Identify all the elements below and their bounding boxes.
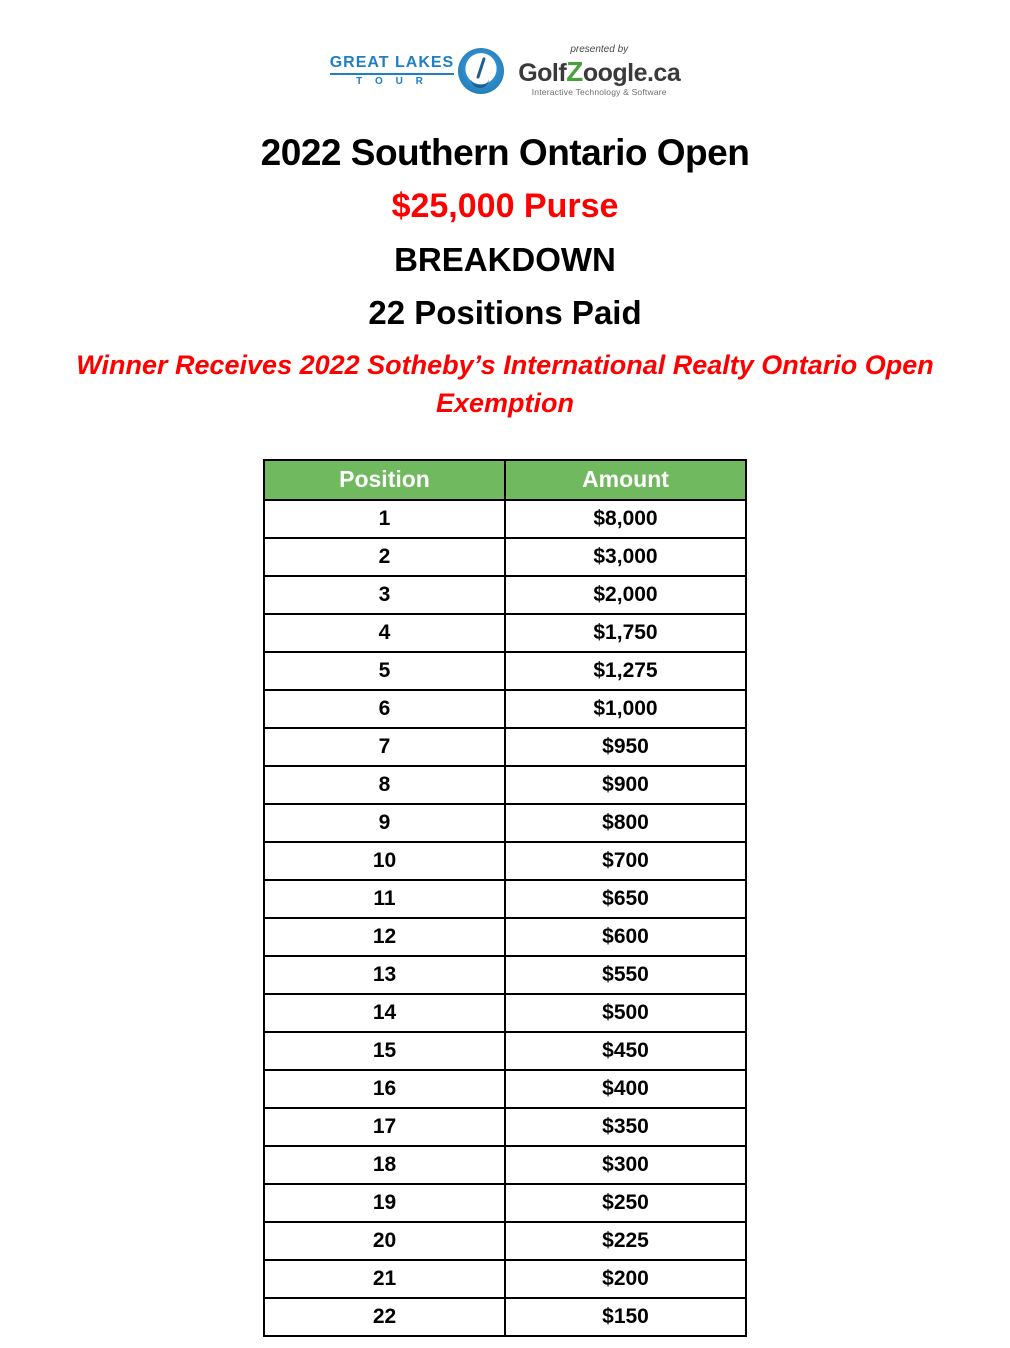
- cell-position: 6: [264, 690, 505, 728]
- page-title: 2022 Southern Ontario Open: [260, 132, 750, 173]
- cell-position: 18: [264, 1146, 505, 1184]
- cell-amount: $2,000: [505, 576, 746, 614]
- cell-position: 4: [264, 614, 505, 652]
- cell-position: 7: [264, 728, 505, 766]
- table-row: [264, 652, 746, 690]
- table-row: [264, 576, 746, 614]
- cell-amount: $900: [505, 766, 746, 804]
- cell-amount: $300: [505, 1146, 746, 1184]
- breakdown-title: BREAKDOWN: [394, 241, 616, 279]
- cell-position: 2: [264, 538, 505, 576]
- exemption-note: Winner Receives 2022 Sotheby’s International Realty Ontario Open Exemption: [76, 350, 934, 419]
- cell-amount: $8,000: [505, 500, 746, 538]
- table-row: [264, 1146, 746, 1184]
- cell-position: 5: [264, 652, 505, 690]
- table-row: [264, 766, 746, 804]
- golfer-circle-icon: [458, 48, 504, 94]
- cell-position: 11: [264, 880, 505, 918]
- cell-amount: $400: [505, 1070, 746, 1108]
- column-header-amount: Amount: [505, 460, 746, 500]
- table-row: [264, 842, 746, 880]
- table-row: [264, 614, 746, 652]
- cell-position: 15: [264, 1032, 505, 1070]
- cell-position: 19: [264, 1184, 505, 1222]
- table-row: [264, 728, 746, 766]
- cell-amount: $800: [505, 804, 746, 842]
- cell-amount: $950: [505, 728, 746, 766]
- cell-position: 3: [264, 576, 505, 614]
- cell-amount: $500: [505, 994, 746, 1032]
- payout-table-body: [264, 500, 746, 1336]
- golfzoogle-name-part3: oogle.ca: [582, 58, 681, 87]
- cell-position: 17: [264, 1108, 505, 1146]
- cell-position: 16: [264, 1070, 505, 1108]
- great-lakes-tour-divider: [330, 73, 454, 75]
- table-row: [264, 1298, 746, 1336]
- table-row: [264, 1184, 746, 1222]
- cell-amount: $700: [505, 842, 746, 880]
- table-row: [264, 956, 746, 994]
- title-block: [0, 130, 1010, 423]
- table-header-row: [264, 460, 746, 500]
- cell-amount: $225: [505, 1222, 746, 1260]
- table-row: [264, 500, 746, 538]
- table-row: [264, 880, 746, 918]
- payout-table: [263, 459, 747, 1337]
- table-row: [264, 918, 746, 956]
- table-row: [264, 994, 746, 1032]
- table-row: [264, 538, 746, 576]
- cell-amount: $1,000: [505, 690, 746, 728]
- cell-amount: $3,000: [505, 538, 746, 576]
- purse-title: $25,000 Purse: [391, 187, 619, 226]
- cell-amount: $200: [505, 1260, 746, 1298]
- cell-position: 8: [264, 766, 505, 804]
- cell-position: 1: [264, 500, 505, 538]
- golfzoogle-name-part1: Golf: [518, 58, 567, 87]
- cell-amount: $1,750: [505, 614, 746, 652]
- table-row: [264, 690, 746, 728]
- great-lakes-tour-wordmark: [330, 55, 454, 87]
- cell-amount: $350: [505, 1108, 746, 1146]
- cell-position: 9: [264, 804, 505, 842]
- table-row: [264, 1070, 746, 1108]
- golfzoogle-name-part2: Z: [566, 55, 583, 87]
- table-row: [264, 1260, 746, 1298]
- column-header-position: Position: [264, 460, 505, 500]
- cell-amount: $250: [505, 1184, 746, 1222]
- cell-amount: $550: [505, 956, 746, 994]
- payout-table-container: [0, 459, 1010, 1337]
- cell-position: 10: [264, 842, 505, 880]
- positions-paid-title: 22 Positions Paid: [368, 293, 642, 331]
- golfzoogle-tagline: Interactive Technology & Software: [531, 86, 667, 97]
- cell-position: 20: [264, 1222, 505, 1260]
- cell-position: 22: [264, 1298, 505, 1336]
- logo-row: [0, 0, 1010, 100]
- cell-amount: $650: [505, 880, 746, 918]
- great-lakes-tour-line1: GREAT LAKES: [329, 54, 455, 71]
- cell-position: 21: [264, 1260, 505, 1298]
- cell-position: 12: [264, 918, 505, 956]
- golfzoogle-logo: [518, 45, 680, 97]
- table-row: [264, 804, 746, 842]
- cell-amount: $1,275: [505, 652, 746, 690]
- table-row: [264, 1222, 746, 1260]
- cell-position: 13: [264, 956, 505, 994]
- great-lakes-tour-logo: [330, 48, 504, 94]
- cell-amount: $600: [505, 918, 746, 956]
- payout-table-head: [264, 460, 746, 500]
- cell-amount: $450: [505, 1032, 746, 1070]
- table-row: [264, 1108, 746, 1146]
- cell-position: 14: [264, 994, 505, 1032]
- table-row: [264, 1032, 746, 1070]
- golfzoogle-wordmark: [518, 57, 680, 86]
- great-lakes-tour-line2: T O U R: [356, 76, 428, 87]
- golfzoogle-presented-by: presented by: [570, 44, 629, 56]
- cell-amount: $150: [505, 1298, 746, 1336]
